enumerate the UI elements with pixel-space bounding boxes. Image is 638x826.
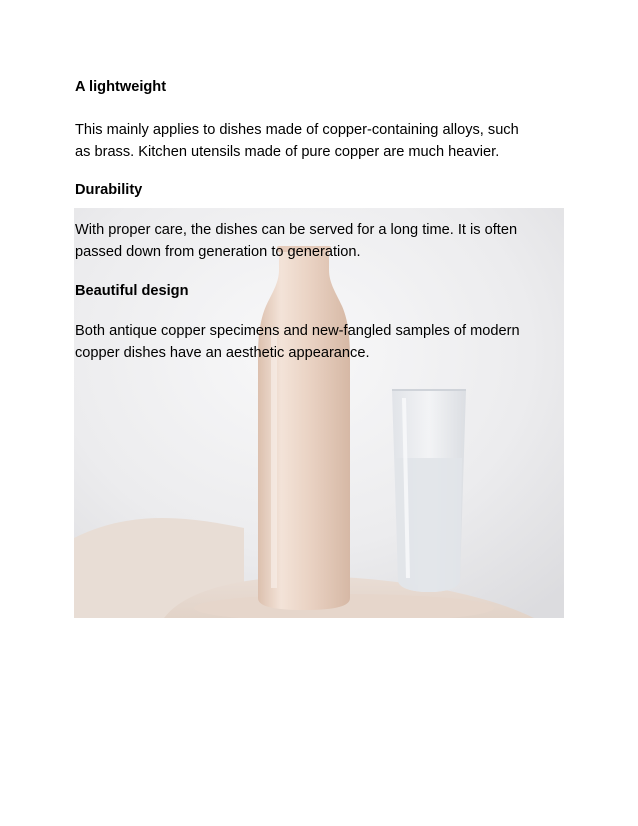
section-heading-beautiful-design: Beautiful design xyxy=(75,283,189,299)
paragraph-line: passed down from generation to generation. xyxy=(75,244,361,260)
paragraph-line: as brass. Kitchen utensils made of pure copper are much heavier. xyxy=(75,144,500,160)
copper-bottle-photo xyxy=(74,208,564,618)
paragraph-line: Both antique copper specimens and new-fangled samples of modern xyxy=(75,323,520,339)
paragraph-line: With proper care, the dishes can be served for a long time. It is often xyxy=(75,222,518,238)
section-paragraph-durability xyxy=(75,219,567,263)
paragraph-line: This mainly applies to dishes made of copper-containing alloys, such xyxy=(75,122,519,138)
section-paragraph-lightweight xyxy=(75,119,567,163)
section-heading-lightweight: A lightweight xyxy=(75,79,167,95)
section-paragraph-beautiful-design xyxy=(75,320,567,364)
paragraph-line: copper dishes have an aesthetic appearance. xyxy=(75,345,370,361)
section-heading-durability: Durability xyxy=(75,182,143,198)
